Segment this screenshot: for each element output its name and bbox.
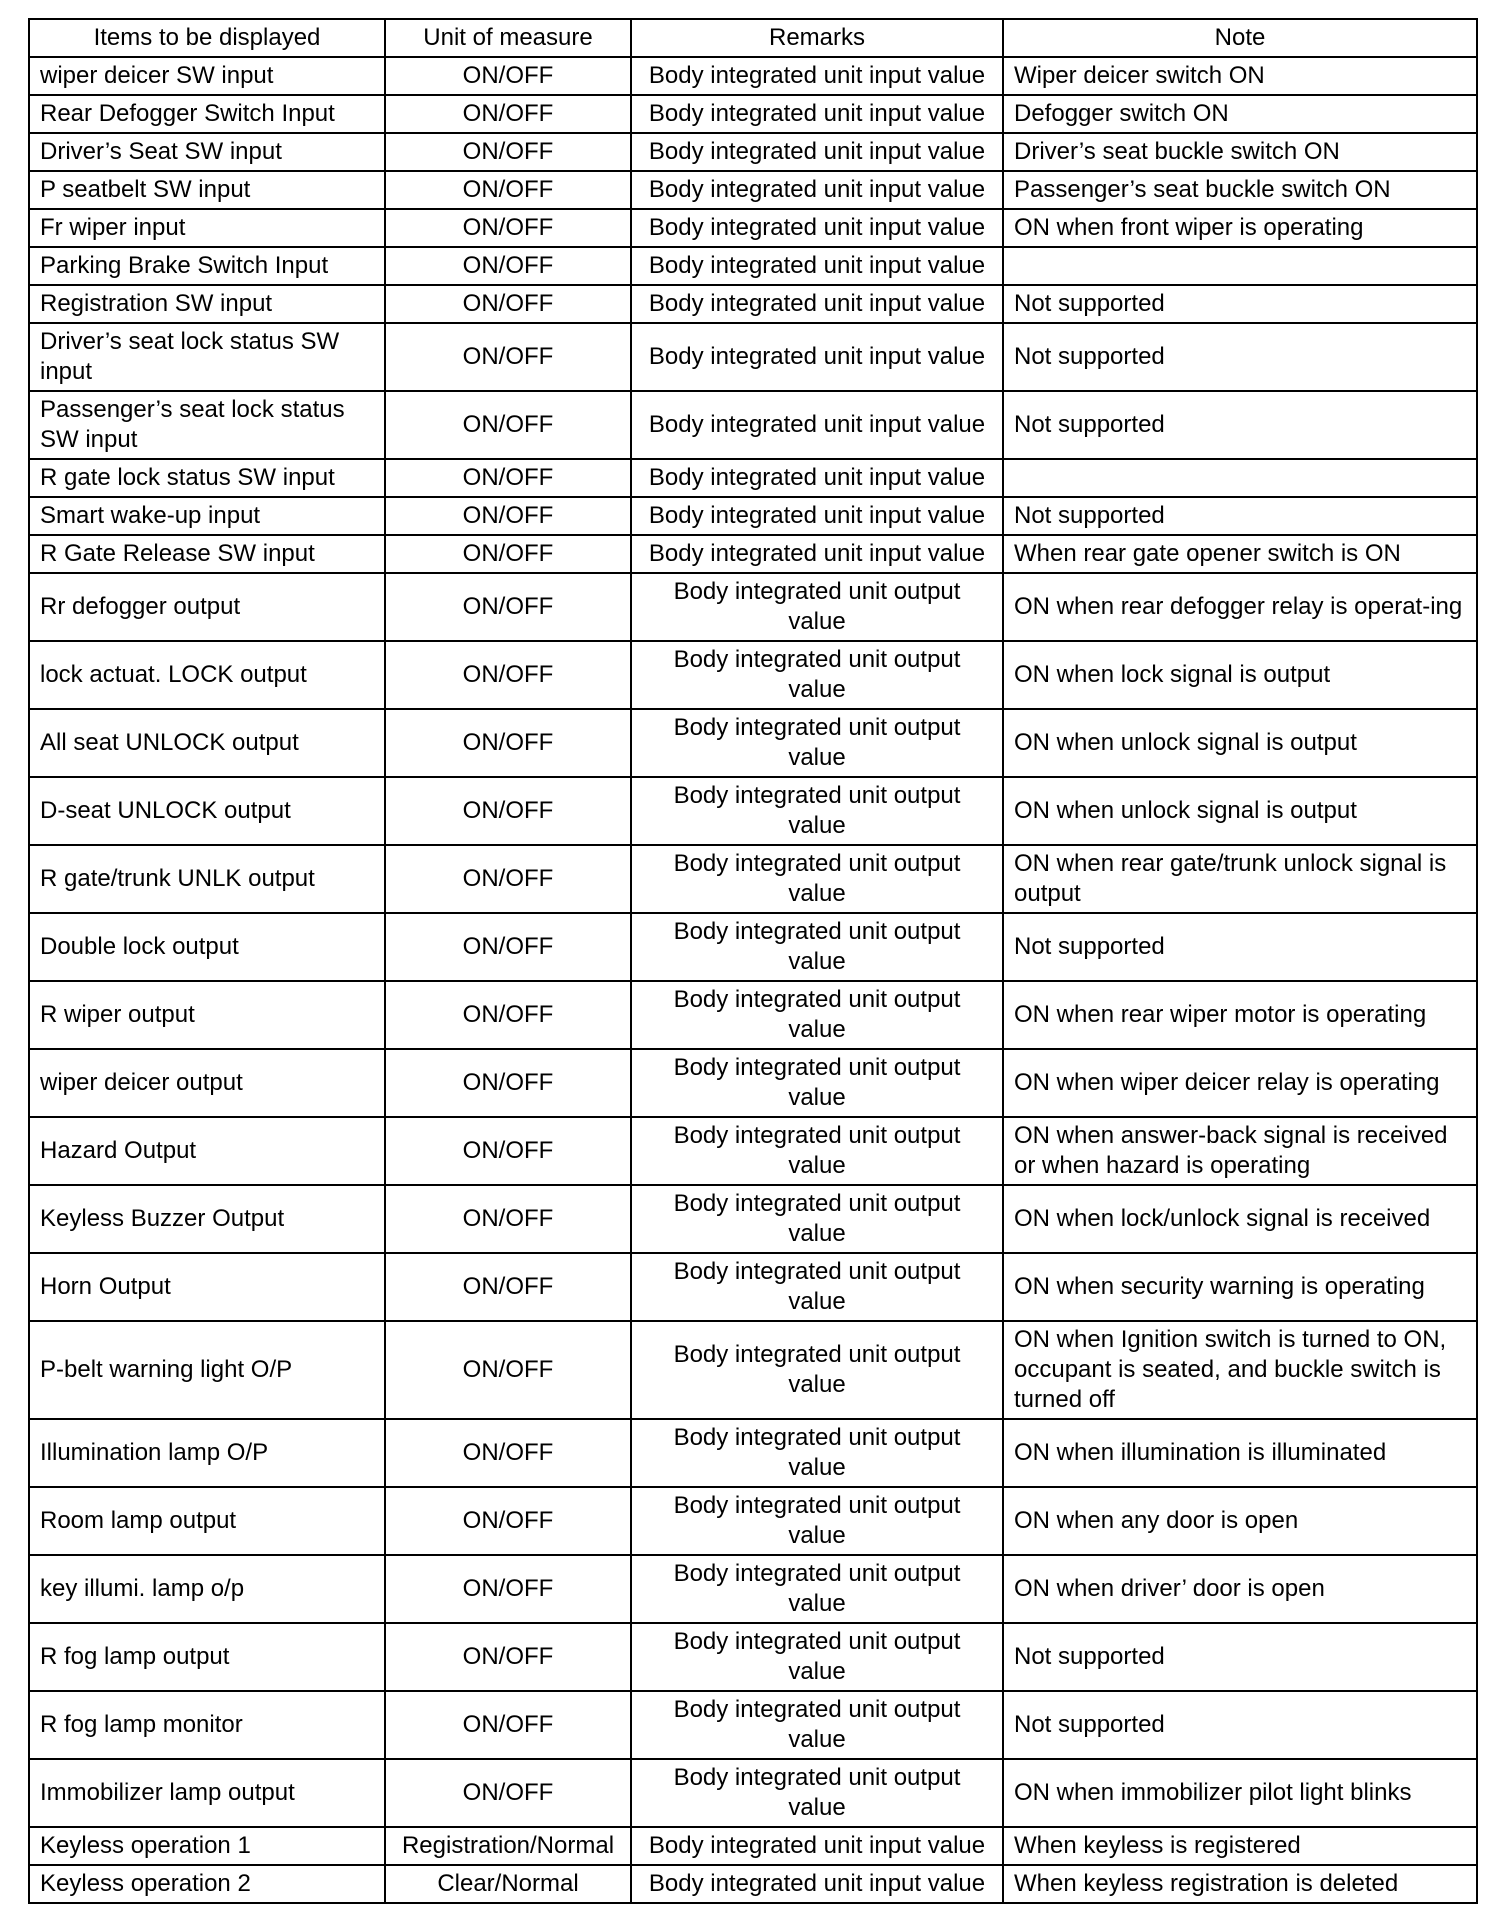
remarks-cell: Body integrated unit output value xyxy=(631,1555,1003,1623)
remarks-cell: Body integrated unit output value xyxy=(631,1253,1003,1321)
table-row xyxy=(29,1321,1477,1419)
item-cell: R fog lamp monitor xyxy=(29,1691,385,1759)
note-cell: Not supported xyxy=(1003,1691,1477,1759)
note-cell: Not supported xyxy=(1003,497,1477,535)
remarks-cell: Body integrated unit input value xyxy=(631,459,1003,497)
note-cell: ON when unlock signal is output xyxy=(1003,709,1477,777)
table-row xyxy=(29,1865,1477,1903)
remarks-cell: Body integrated unit output value xyxy=(631,573,1003,641)
item-cell: Driver’s seat lock status SW input xyxy=(29,323,385,391)
item-cell: Room lamp output xyxy=(29,1487,385,1555)
note-cell: ON when Ignition switch is turned to ON, occupant is seated, and buckle switch is turned off xyxy=(1003,1321,1477,1419)
unit-cell: ON/OFF xyxy=(385,171,631,209)
table-body xyxy=(29,57,1477,1903)
table-row xyxy=(29,497,1477,535)
unit-cell: ON/OFF xyxy=(385,133,631,171)
table-row xyxy=(29,845,1477,913)
remarks-cell: Body integrated unit input value xyxy=(631,57,1003,95)
table-row xyxy=(29,1419,1477,1487)
item-cell: Registration SW input xyxy=(29,285,385,323)
unit-cell: ON/OFF xyxy=(385,1253,631,1321)
note-cell: Passenger’s seat buckle switch ON xyxy=(1003,171,1477,209)
remarks-cell: Body integrated unit output value xyxy=(631,641,1003,709)
table-row xyxy=(29,1487,1477,1555)
unit-cell: ON/OFF xyxy=(385,641,631,709)
unit-cell: ON/OFF xyxy=(385,209,631,247)
header-row xyxy=(29,19,1477,57)
item-cell: Keyless operation 2 xyxy=(29,1865,385,1903)
unit-cell: ON/OFF xyxy=(385,285,631,323)
table-row xyxy=(29,247,1477,285)
remarks-cell: Body integrated unit input value xyxy=(631,391,1003,459)
item-cell: wiper deicer output xyxy=(29,1049,385,1117)
remarks-cell: Body integrated unit output value xyxy=(631,1185,1003,1253)
item-cell: R wiper output xyxy=(29,981,385,1049)
item-cell: P seatbelt SW input xyxy=(29,171,385,209)
item-cell: Parking Brake Switch Input xyxy=(29,247,385,285)
remarks-cell: Body integrated unit output value xyxy=(631,981,1003,1049)
item-cell: Keyless Buzzer Output xyxy=(29,1185,385,1253)
unit-cell: Clear/Normal xyxy=(385,1865,631,1903)
note-cell: When keyless registration is deleted xyxy=(1003,1865,1477,1903)
note-cell: ON when security warning is operating xyxy=(1003,1253,1477,1321)
table-row xyxy=(29,573,1477,641)
table-row xyxy=(29,459,1477,497)
note-cell: When rear gate opener switch is ON xyxy=(1003,535,1477,573)
item-cell: Smart wake-up input xyxy=(29,497,385,535)
header-unit: Unit of measure xyxy=(385,19,631,57)
note-cell: ON when rear defogger relay is operat-ing xyxy=(1003,573,1477,641)
unit-cell: ON/OFF xyxy=(385,1049,631,1117)
item-cell: key illumi. lamp o/p xyxy=(29,1555,385,1623)
remarks-cell: Body integrated unit input value xyxy=(631,171,1003,209)
note-cell: Not supported xyxy=(1003,391,1477,459)
item-cell: R fog lamp output xyxy=(29,1623,385,1691)
note-cell: Not supported xyxy=(1003,1623,1477,1691)
remarks-cell: Body integrated unit input value xyxy=(631,95,1003,133)
unit-cell: ON/OFF xyxy=(385,459,631,497)
table-row xyxy=(29,1117,1477,1185)
remarks-cell: Body integrated unit output value xyxy=(631,1487,1003,1555)
item-cell: Hazard Output xyxy=(29,1117,385,1185)
item-cell: Rear Defogger Switch Input xyxy=(29,95,385,133)
unit-cell: ON/OFF xyxy=(385,1419,631,1487)
remarks-cell: Body integrated unit input value xyxy=(631,1865,1003,1903)
table-row xyxy=(29,1049,1477,1117)
table-row xyxy=(29,133,1477,171)
data-table xyxy=(28,18,1478,1904)
item-cell: R Gate Release SW input xyxy=(29,535,385,573)
note-cell: When keyless is registered xyxy=(1003,1827,1477,1865)
remarks-cell: Body integrated unit input value xyxy=(631,209,1003,247)
table-row xyxy=(29,1623,1477,1691)
note-cell: Wiper deicer switch ON xyxy=(1003,57,1477,95)
unit-cell: ON/OFF xyxy=(385,777,631,845)
header-remarks: Remarks xyxy=(631,19,1003,57)
unit-cell: ON/OFF xyxy=(385,709,631,777)
unit-cell: ON/OFF xyxy=(385,1623,631,1691)
item-cell: R gate lock status SW input xyxy=(29,459,385,497)
unit-cell: ON/OFF xyxy=(385,981,631,1049)
table-row xyxy=(29,1759,1477,1827)
remarks-cell: Body integrated unit output value xyxy=(631,1419,1003,1487)
note-cell: Driver’s seat buckle switch ON xyxy=(1003,133,1477,171)
table-row xyxy=(29,285,1477,323)
note-cell: Defogger switch ON xyxy=(1003,95,1477,133)
note-cell: ON when driver’ door is open xyxy=(1003,1555,1477,1623)
note-cell: Not supported xyxy=(1003,285,1477,323)
remarks-cell: Body integrated unit input value xyxy=(631,497,1003,535)
note-cell: ON when front wiper is operating xyxy=(1003,209,1477,247)
note-cell: ON when unlock signal is output xyxy=(1003,777,1477,845)
table-row xyxy=(29,1185,1477,1253)
table-header xyxy=(29,19,1477,57)
item-cell: Immobilizer lamp output xyxy=(29,1759,385,1827)
note-cell xyxy=(1003,459,1477,497)
item-cell: Illumination lamp O/P xyxy=(29,1419,385,1487)
note-cell: Not supported xyxy=(1003,913,1477,981)
table-row xyxy=(29,913,1477,981)
unit-cell: ON/OFF xyxy=(385,913,631,981)
item-cell: Double lock output xyxy=(29,913,385,981)
item-cell: P-belt warning light O/P xyxy=(29,1321,385,1419)
item-cell: Rr defogger output xyxy=(29,573,385,641)
note-cell: ON when lock signal is output xyxy=(1003,641,1477,709)
unit-cell: ON/OFF xyxy=(385,1555,631,1623)
remarks-cell: Body integrated unit output value xyxy=(631,1759,1003,1827)
unit-cell: ON/OFF xyxy=(385,573,631,641)
unit-cell: ON/OFF xyxy=(385,1117,631,1185)
unit-cell: ON/OFF xyxy=(385,1487,631,1555)
unit-cell: ON/OFF xyxy=(385,497,631,535)
table-row xyxy=(29,209,1477,247)
item-cell: R gate/trunk UNLK output xyxy=(29,845,385,913)
note-cell: ON when wiper deicer relay is operating xyxy=(1003,1049,1477,1117)
header-items: Items to be displayed xyxy=(29,19,385,57)
item-cell: Fr wiper input xyxy=(29,209,385,247)
item-cell: Horn Output xyxy=(29,1253,385,1321)
unit-cell: ON/OFF xyxy=(385,247,631,285)
table-row xyxy=(29,709,1477,777)
note-cell: Not supported xyxy=(1003,323,1477,391)
note-cell: ON when any door is open xyxy=(1003,1487,1477,1555)
note-cell: ON when illumination is illuminated xyxy=(1003,1419,1477,1487)
remarks-cell: Body integrated unit input value xyxy=(631,133,1003,171)
unit-cell: ON/OFF xyxy=(385,391,631,459)
item-cell: Driver’s Seat SW input xyxy=(29,133,385,171)
note-cell xyxy=(1003,247,1477,285)
unit-cell: ON/OFF xyxy=(385,323,631,391)
table-row xyxy=(29,1555,1477,1623)
item-cell: wiper deicer SW input xyxy=(29,57,385,95)
remarks-cell: Body integrated unit output value xyxy=(631,1691,1003,1759)
unit-cell: Registration/Normal xyxy=(385,1827,631,1865)
note-cell: ON when rear gate/trunk unlock signal is output xyxy=(1003,845,1477,913)
table-row xyxy=(29,57,1477,95)
table-row xyxy=(29,391,1477,459)
table-row xyxy=(29,95,1477,133)
unit-cell: ON/OFF xyxy=(385,57,631,95)
item-cell: All seat UNLOCK output xyxy=(29,709,385,777)
table-row xyxy=(29,641,1477,709)
unit-cell: ON/OFF xyxy=(385,845,631,913)
item-cell: Keyless operation 1 xyxy=(29,1827,385,1865)
note-cell: ON when rear wiper motor is operating xyxy=(1003,981,1477,1049)
table-row xyxy=(29,535,1477,573)
remarks-cell: Body integrated unit output value xyxy=(631,1623,1003,1691)
note-cell: ON when immobilizer pilot light blinks xyxy=(1003,1759,1477,1827)
remarks-cell: Body integrated unit input value xyxy=(631,1827,1003,1865)
remarks-cell: Body integrated unit output value xyxy=(631,1117,1003,1185)
remarks-cell: Body integrated unit output value xyxy=(631,709,1003,777)
table-row xyxy=(29,1691,1477,1759)
header-note: Note xyxy=(1003,19,1477,57)
remarks-cell: Body integrated unit output value xyxy=(631,913,1003,981)
table-row xyxy=(29,323,1477,391)
unit-cell: ON/OFF xyxy=(385,95,631,133)
remarks-cell: Body integrated unit input value xyxy=(631,285,1003,323)
table-row xyxy=(29,171,1477,209)
unit-cell: ON/OFF xyxy=(385,1321,631,1419)
table-row xyxy=(29,981,1477,1049)
remarks-cell: Body integrated unit input value xyxy=(631,323,1003,391)
unit-cell: ON/OFF xyxy=(385,1759,631,1827)
remarks-cell: Body integrated unit output value xyxy=(631,777,1003,845)
item-cell: lock actuat. LOCK output xyxy=(29,641,385,709)
remarks-cell: Body integrated unit output value xyxy=(631,1321,1003,1419)
remarks-cell: Body integrated unit output value xyxy=(631,845,1003,913)
unit-cell: ON/OFF xyxy=(385,1185,631,1253)
remarks-cell: Body integrated unit input value xyxy=(631,247,1003,285)
table-row xyxy=(29,1253,1477,1321)
item-cell: Passenger’s seat lock status SW input xyxy=(29,391,385,459)
unit-cell: ON/OFF xyxy=(385,1691,631,1759)
unit-cell: ON/OFF xyxy=(385,535,631,573)
item-cell: D-seat UNLOCK output xyxy=(29,777,385,845)
table-row xyxy=(29,777,1477,845)
remarks-cell: Body integrated unit output value xyxy=(631,1049,1003,1117)
remarks-cell: Body integrated unit input value xyxy=(631,535,1003,573)
note-cell: ON when lock/unlock signal is received xyxy=(1003,1185,1477,1253)
table-row xyxy=(29,1827,1477,1865)
note-cell: ON when answer-back signal is received or when hazard is operating xyxy=(1003,1117,1477,1185)
